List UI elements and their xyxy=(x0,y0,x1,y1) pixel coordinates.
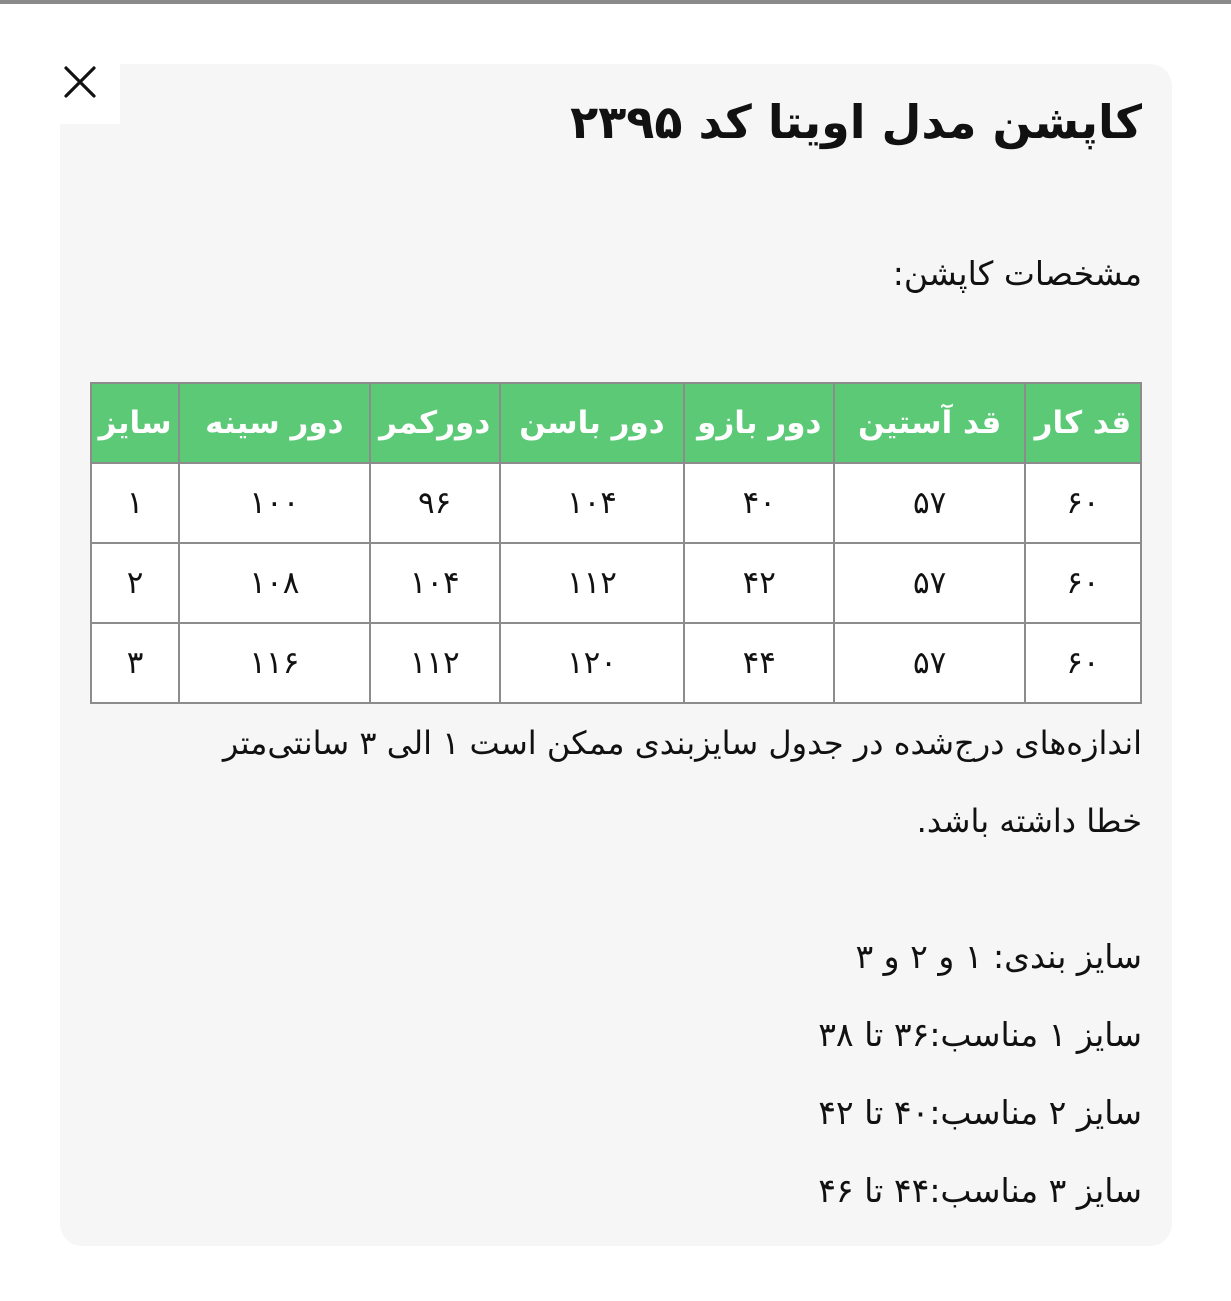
table-cell: ۱۱۲ xyxy=(500,543,684,623)
background-strip xyxy=(0,0,1231,4)
note-line: خطا داشته باشد. xyxy=(916,802,1142,840)
table-row xyxy=(91,623,1141,703)
header-cell: قد کار xyxy=(1025,383,1141,463)
header-cell: دور سینه xyxy=(179,383,369,463)
table-cell: ۶۰ xyxy=(1025,543,1141,623)
table-cell: ۱۲۰ xyxy=(500,623,684,703)
table-cell: ۶۰ xyxy=(1025,463,1141,543)
table-row xyxy=(91,543,1141,623)
size-table xyxy=(90,382,1142,704)
note-line: اندازه‌های درج‌شده در جدول سایزبندی ممکن است ۱ الی ۳ سانتی‌متر xyxy=(222,724,1142,762)
table-cell: ۱۰۰ xyxy=(179,463,369,543)
table-cell: ۱۰۴ xyxy=(370,543,500,623)
table-header-row xyxy=(91,383,1141,463)
table-cell: ۴۲ xyxy=(684,543,834,623)
size-1-fit: سایز ۱ مناسب:۳۶ تا ۳۸ xyxy=(818,1015,1142,1054)
table-cell: ۹۶ xyxy=(370,463,500,543)
measurement-note xyxy=(90,704,1142,860)
header-cell: دور باسن xyxy=(500,383,684,463)
size-2-fit: سایز ۲ مناسب:۴۰ تا ۴۲ xyxy=(818,1093,1142,1132)
table-cell: ۵۷ xyxy=(834,623,1024,703)
table-cell: ۱ xyxy=(91,463,179,543)
table-cell: ۶۰ xyxy=(1025,623,1141,703)
table-cell: ۳ xyxy=(91,623,179,703)
header-cell: قد آستین xyxy=(834,383,1024,463)
table-cell: ۱۱۶ xyxy=(179,623,369,703)
table-cell: ۴۴ xyxy=(684,623,834,703)
header-cell: سایز xyxy=(91,383,179,463)
table-row xyxy=(91,463,1141,543)
size-summary: سایز بندی: ۱ و ۲ و ۳ xyxy=(855,937,1142,976)
table-cell: ۴۰ xyxy=(684,463,834,543)
header-cell: دور بازو xyxy=(684,383,834,463)
size-info xyxy=(90,918,1142,1230)
table-cell: ۵۷ xyxy=(834,463,1024,543)
spec-heading: مشخصات کاپشن: xyxy=(892,254,1142,293)
modal-content xyxy=(90,64,1142,1230)
table-cell: ۵۷ xyxy=(834,543,1024,623)
table-cell: ۱۰۸ xyxy=(179,543,369,623)
table-cell: ۱۰۴ xyxy=(500,463,684,543)
size-3-fit: سایز ۳ مناسب:۴۴ تا ۴۶ xyxy=(818,1171,1142,1210)
product-title: کاپشن مدل اویتا کد ۲۳۹۵ xyxy=(570,95,1142,149)
table-cell: ۱۱۲ xyxy=(370,623,500,703)
header-cell: دورکمر xyxy=(370,383,500,463)
table-cell: ۲ xyxy=(91,543,179,623)
